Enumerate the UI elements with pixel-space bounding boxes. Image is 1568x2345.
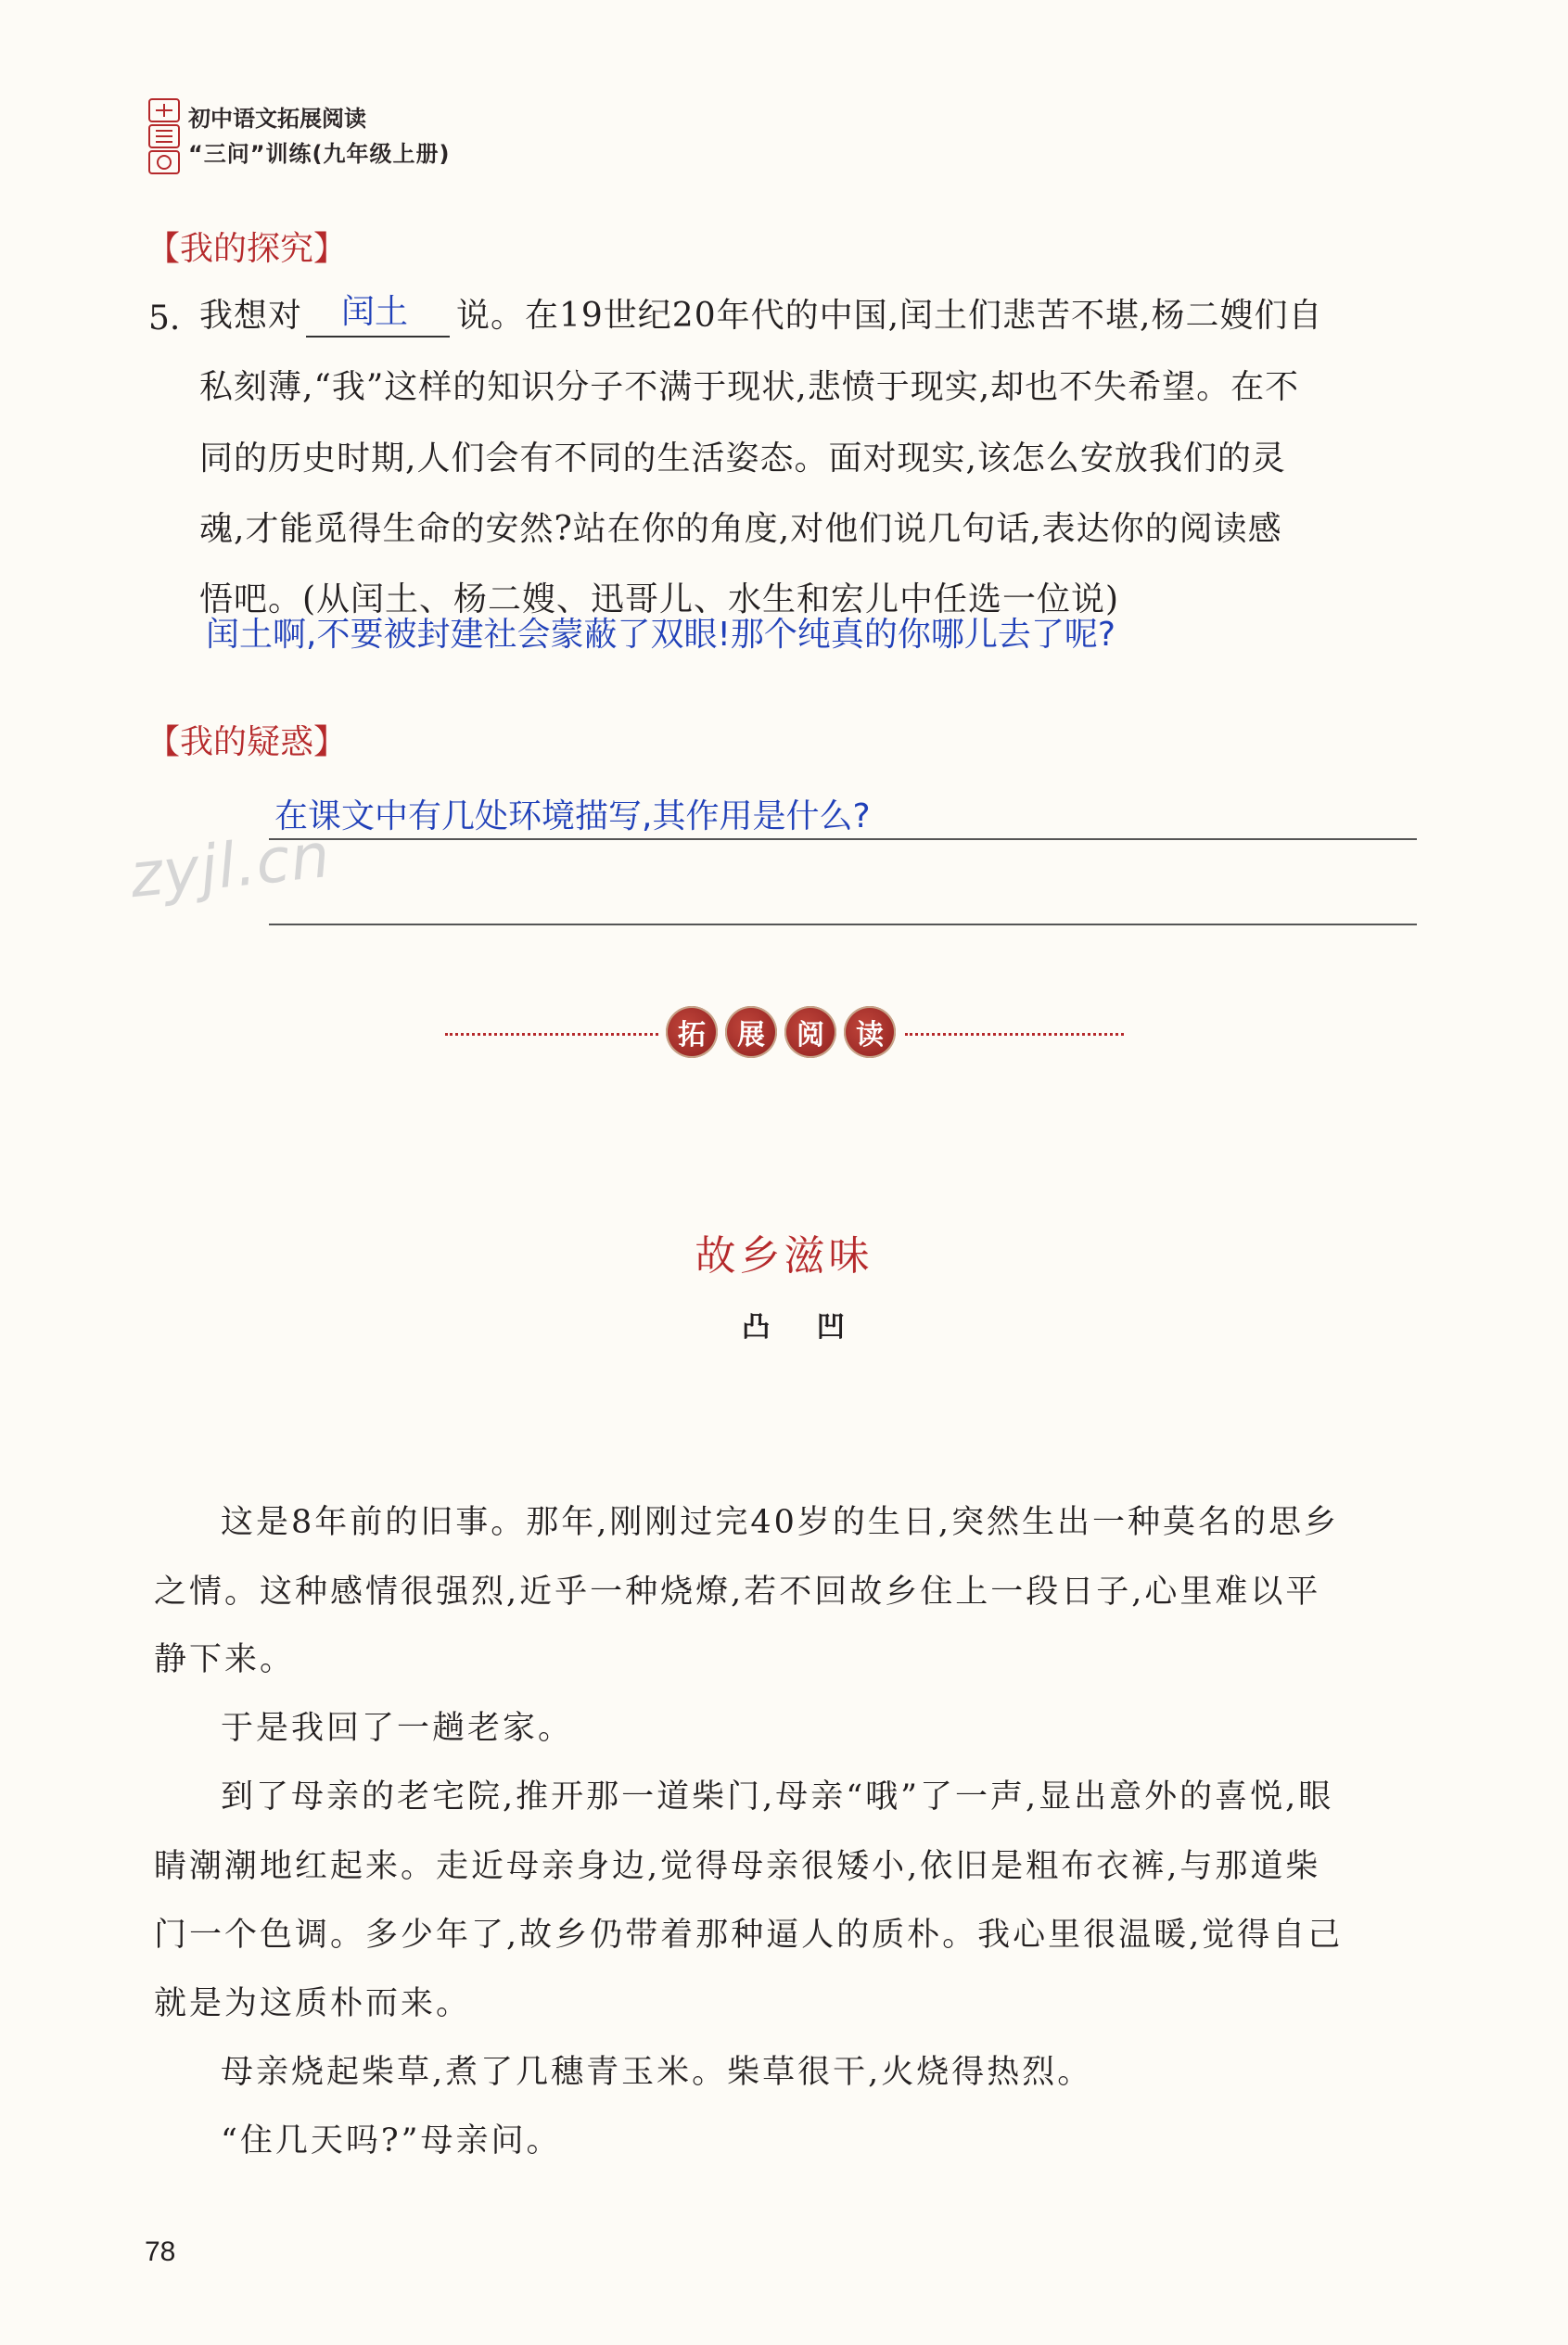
watermark: zyjl.cn <box>126 819 334 912</box>
answer-rule <box>269 924 1417 925</box>
article-line: 于是我回了一趟老家。 <box>221 1710 574 1747</box>
article-line: 到了母亲的老宅院,推开那一道柴门,母亲“哦”了一声,显出意外的喜悦,眼 <box>221 1778 1334 1816</box>
handwritten-answer-explore: 闰土啊,不要被封建社会蒙蔽了双眼!那个纯真的你哪儿去了呢? <box>206 616 1115 654</box>
extended-reading-banner <box>666 1006 896 1058</box>
article-line: 静下来。 <box>154 1641 296 1678</box>
banner-seal: 读 <box>844 1006 896 1058</box>
question-line: 同的历史时期,人们会有不同的生活姿态。面对现实,该怎么安放我们的灵 <box>199 440 1286 478</box>
question-line: 悟吧。(从闰土、杨二嫂、迅哥儿、水生和宏儿中任选一位说) <box>199 580 1120 618</box>
section-tag-explore: 【我的探究】 <box>147 230 348 268</box>
question-number: 5. <box>148 299 181 338</box>
handwritten-blank-answer: 闰土 <box>341 293 409 331</box>
banner-seal: 拓 <box>666 1006 718 1058</box>
answer-rule <box>269 838 1417 840</box>
section-tag-doubt: 【我的疑惑】 <box>147 723 348 761</box>
question-line: 说。在19世纪20年代的中国,闰土们悲苦不堪,杨二嫂们自 <box>456 297 1323 335</box>
question-line: 私刻薄,“我”这样的知识分子不满于现状,悲愤于现实,却也不失希望。在不 <box>199 368 1300 406</box>
article-line: “住几天吗?”母亲问。 <box>221 2122 562 2160</box>
article-line: 母亲烧起柴草,煮了几穗青玉米。柴草很干,火烧得热烈。 <box>221 2054 1093 2091</box>
handwritten-answer-doubt: 在课文中有几处环境描写,其作用是什么? <box>274 797 871 835</box>
banner-dots-left <box>445 1033 658 1036</box>
article-line: 之情。这种感情很强烈,近乎一种烧燎,若不回故乡住上一段日子,心里难以平 <box>154 1574 1321 1611</box>
article-line: 门一个色调。多少年了,故乡仍带着那种逼人的质朴。我心里很温暖,觉得自己 <box>154 1917 1344 1954</box>
answer-blank <box>306 336 450 338</box>
article-line: 睛潮潮地红起来。走近母亲身边,觉得母亲很矮小,依旧是粗布衣裤,与那道柴 <box>154 1848 1321 1885</box>
book-logo-icon <box>148 98 180 174</box>
article-line: 就是为这质朴而来。 <box>154 1985 472 2022</box>
question-line: 我想对 <box>199 297 303 335</box>
banner-dots-right <box>905 1033 1124 1036</box>
question-line: 魂,才能觅得生命的安然?站在你的角度,对他们说几句话,表达你的阅读感 <box>199 510 1282 548</box>
article-author: 凸 凹 <box>742 1311 863 1344</box>
book-title: “三问”训练(九年级上册) <box>188 141 451 167</box>
banner-seal: 阅 <box>784 1006 836 1058</box>
page-number: 78 <box>145 2237 176 2267</box>
article-title: 故乡滋味 <box>695 1232 873 1280</box>
article-line: 这是8年前的旧事。那年,刚刚过完40岁的生日,突然生出一种莫名的思乡 <box>221 1504 1340 1541</box>
series-title: 初中语文拓展阅读 <box>188 106 366 132</box>
banner-seal: 展 <box>725 1006 777 1058</box>
